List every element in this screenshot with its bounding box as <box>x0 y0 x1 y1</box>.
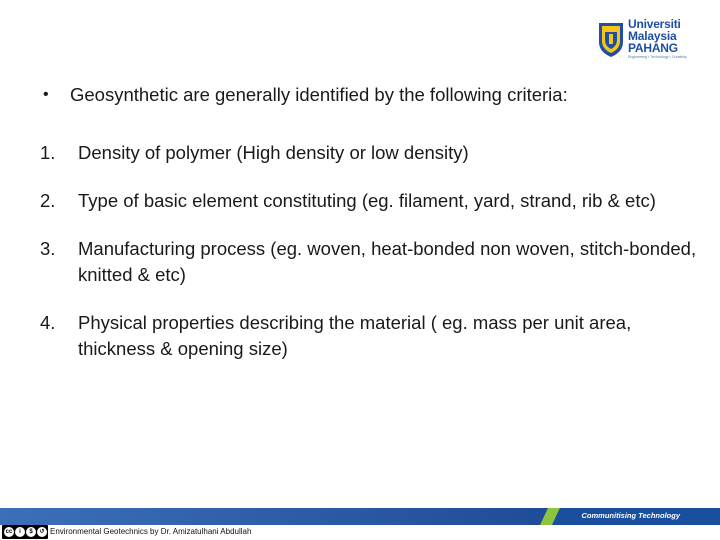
cc-license-badge-icon <box>2 525 48 539</box>
cc-icon: cc <box>5 529 13 535</box>
slide-content <box>40 82 700 384</box>
by-icon: i <box>15 527 25 537</box>
logo-shield-icon <box>598 22 624 58</box>
logo-line-1: Universiti <box>628 17 681 31</box>
list-item <box>40 140 700 166</box>
footer-tagline: Communitising Technology <box>581 511 680 520</box>
university-logo <box>598 18 690 68</box>
item-number: 3. <box>40 238 56 259</box>
footer-credit: Environmental Geotechnics by Dr. Amizatulhani Abdullah <box>50 527 252 536</box>
sa-icon: ↺ <box>37 527 47 537</box>
logo-wordmark <box>628 18 687 60</box>
logo-line-3: PAHANG <box>628 41 678 55</box>
item-number: 1. <box>40 142 56 163</box>
bullet-dot-icon: • <box>43 86 49 103</box>
intro-bullet <box>40 82 700 108</box>
item-text: Density of polymer (High density or low density) <box>78 142 469 163</box>
list-item <box>40 188 700 214</box>
item-number: 4. <box>40 312 56 333</box>
nc-icon: $ <box>26 527 36 537</box>
intro-text: Geosynthetic are generally identified by the following criteria: <box>70 84 568 105</box>
item-text: Type of basic element constituting (eg. filament, yard, strand, rib & etc) <box>78 190 656 211</box>
item-text: Manufacturing process (eg. woven, heat-bonded non woven, stitch-bonded, knitted & etc) <box>78 238 697 285</box>
list-item <box>40 236 700 288</box>
logo-line-2: Malaysia <box>628 29 677 43</box>
item-text: Physical properties describing the material ( eg. mass per unit area, thickness & opening size) <box>78 312 632 359</box>
list-item <box>40 310 700 362</box>
logo-tagline: Engineering • Technology • Creativity <box>628 55 687 59</box>
item-number: 2. <box>40 190 56 211</box>
